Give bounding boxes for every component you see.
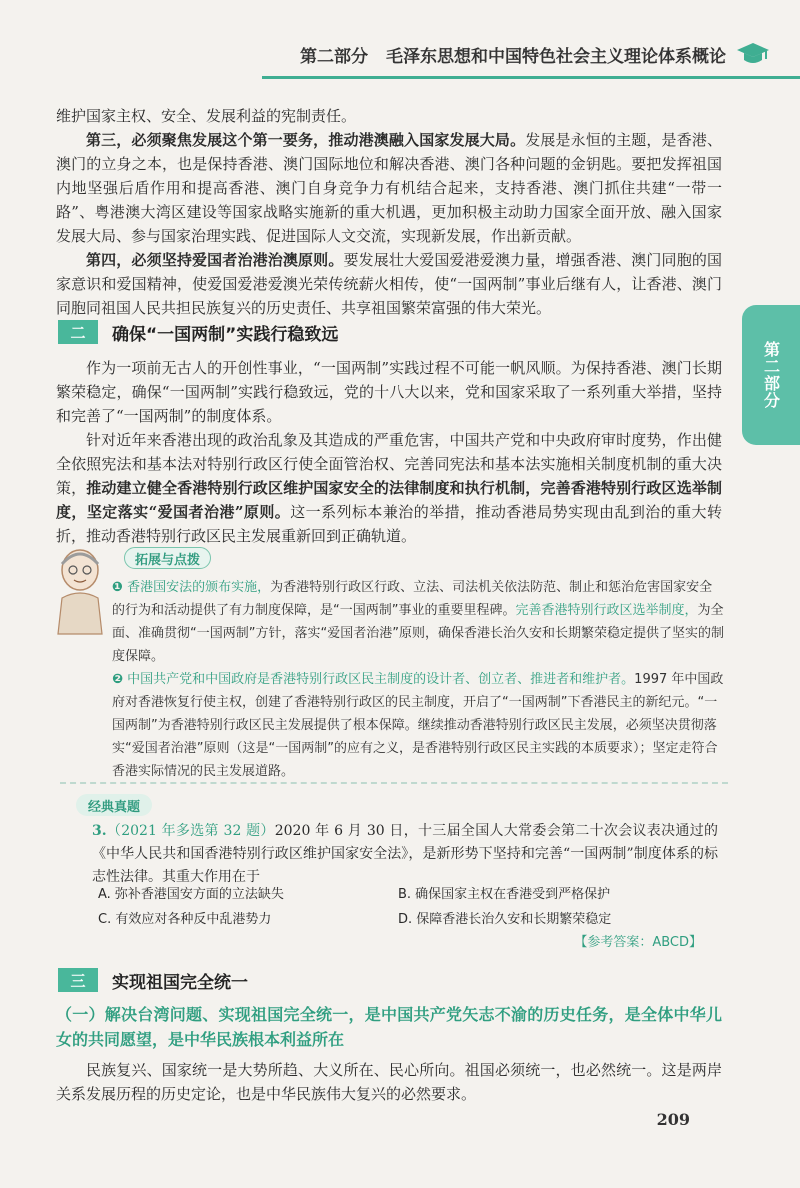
- point-four-body: 要发展壮大爱国爱港爱澳力量，增强香港、澳门同胞的国家意识和爱国精神，使爱国爱港爱澳光荣传统薪火相传，使“一国两制”事业后继有人，让香港、澳门同胞同祖国人民共担民族复兴的历史责任、共享祖国繁荣富强的伟大荣光。: [56, 251, 722, 317]
- section-two-p2-bold: 推动建立健全香港特别行政区维护国家安全的法律制度和执行机制，完善香港特别行政区选举制度，坚定落实“爱国者治港”原则。: [56, 479, 722, 521]
- section-three-text: [56, 1058, 722, 1106]
- running-head-title: 毛泽东思想和中国特色社会主义理论体系概论: [386, 46, 726, 67]
- section-two-p2-a: 针对近年来香港出现的政治乱象及其造成的严重危害，中国共产党和中央政府审时度势，作出健全依照宪法和基本法对特别行政区行使全面管治权、完善同宪法和基本法实施相关制度机制的重大决策，: [56, 431, 722, 497]
- section-two-number: 二: [58, 320, 98, 344]
- answer-options: [98, 882, 698, 932]
- extension-item-1-number: ❶: [112, 580, 124, 595]
- intro-paragraph-3: [56, 248, 722, 320]
- extension-item-1-lead-2: 完善香港特别行政区选举制度，: [515, 603, 698, 618]
- section-three-number: 三: [58, 968, 98, 992]
- point-three-body: 发展是永恒的主题，是香港、澳门的立身之本，也是保持香港、澳门国际地位和解决香港、澳门各种问题的金钥匙。要把发挥祖国内地坚强后盾作用和提高香港、澳门自身竞争力有机结合起来，支持香港、澳门抓住共建“一带一路”、粤港澳大湾区建设等国家战略实施新的重大机遇，更加积极主动助力国家全面开放、融入国家发展大局、参与国家治理实践、促进国际人文交流，实现新发展，作出新贡献。: [56, 131, 722, 245]
- reference-answer: 【参考答案：ABCD】: [574, 935, 702, 950]
- section-two-paragraph-1: 作为一项前无古人的开创性事业，“一国两制”实践过程不可能一帆风顺。为保持香港、澳门长期繁荣稳定，确保“一国两制”实践行稳致远，党的十八大以来，党和国家采取了一系列重大举措，坚持和完善了“一国两制”的制度体系。: [56, 359, 722, 425]
- point-four-heading: 第四，必须坚持爱国者治港治澳原则。: [86, 251, 344, 269]
- extension-item-1-text-2: 为全面、准确贯彻“一国两制”方针，落实“爱国者治港”原则，确保香港长治久安和长期繁荣稳定提供了坚实的制度保障。: [112, 603, 724, 664]
- extension-item-1-lead: 香港国安法的颁布实施，: [127, 580, 271, 595]
- point-three-heading: 第三，必须聚焦发展这个第一要务，推动港澳融入国家发展大局。: [86, 131, 526, 149]
- extension-box: [112, 576, 724, 783]
- teacher-avatar-icon: [52, 548, 108, 636]
- section-two-title: 确保“一国两制”实践行稳致远: [112, 324, 339, 345]
- section-three-paragraph-1: 民族复兴、国家统一是大势所趋、大义所在、民心所向。祖国必须统一，也必然统一。这是两岸关系发展历程的历史定论，也是中华民族伟大复兴的必然要求。: [56, 1061, 722, 1103]
- section-three-heading: [58, 966, 248, 994]
- exam-badge: 经典真题: [76, 794, 152, 816]
- section-two-heading: [58, 318, 338, 346]
- option-b[interactable]: B. 确保国家主权在香港受到严格保护: [398, 887, 611, 902]
- running-head-part: 第二部分: [300, 46, 368, 67]
- question-number: 3.: [92, 823, 107, 839]
- section-three-title: 实现祖国完全统一: [112, 972, 248, 993]
- section-two-text: [56, 356, 722, 548]
- intro-text: [56, 104, 722, 320]
- intro-paragraph-2: [56, 128, 722, 248]
- extension-item-2-number: ❷: [112, 672, 124, 687]
- extension-item-2-text: 1997 年中国政府对香港恢复行使主权，创建了香港特别行政区的民主制度，开启了“一国两制”下香港民主的新纪元。“一国两制”为香港特别行政区民主发展提供了根本保障。继续推动香港特别行政区民主发展，必须坚决贯彻落实“爱国者治港”原则（这是“一国两制”的应有之义，是香港特别行政区民主实践的本质要求）；坚定走符合香港实际情况的民主发展道路。: [112, 672, 724, 779]
- graduation-cap-icon: [736, 41, 770, 67]
- side-tab-part-two[interactable]: 第二部分: [742, 305, 800, 445]
- intro-paragraph-1: 维护国家主权、安全、发展利益的宪制责任。: [56, 107, 357, 125]
- section-three-subheading: （一）解决台湾问题、实现祖国完全统一，是中国共产党矢志不渝的历史任务，是全体中华儿女的共同愿望，是中华民族根本利益所在: [56, 1005, 722, 1049]
- extension-item-2: [112, 668, 724, 783]
- option-c[interactable]: C. 有效应对各种反中乱港势力: [98, 912, 272, 927]
- option-a[interactable]: A. 弥补香港国安方面的立法缺失: [98, 887, 284, 902]
- header-rule: [262, 76, 800, 79]
- section-two-paragraph-2: [56, 428, 722, 548]
- dashed-divider: [60, 782, 728, 784]
- question-source: （2021 年多选第 32 题）: [106, 823, 275, 839]
- page-number: 209: [656, 1110, 690, 1129]
- section-two-p2-b: 这一系列标本兼治的举措，推动香港局势实现由乱到治的重大转折，推动香港特别行政区民主发展重新回到正确轨道。: [56, 503, 722, 545]
- extension-badge: 拓展与点拨: [124, 547, 211, 569]
- extension-item-2-lead: 中国共产党和中国政府是香港特别行政区民主制度的设计者、创立者、推进者和维护者。: [127, 672, 635, 687]
- running-head: [262, 36, 770, 72]
- option-d[interactable]: D. 保障香港长治久安和长期繁荣稳定: [398, 912, 612, 927]
- question-stem: 2020 年 6 月 30 日，十三届全国人大常委会第二十次会议表决通过的《中华人民共和国香港特别行政区维护国家安全法》，是新形势下坚持和完善“一国两制”制度体系的标志性法律。其重大作用在于: [92, 823, 718, 885]
- extension-item-1: [112, 576, 724, 668]
- extension-item-1-text: 为香港特别行政区行政、立法、司法机关依法防范、制止和惩治危害国家安全的行为和活动提供了有力制度保障，是“一国两制”事业的重要里程碑。: [112, 580, 713, 618]
- exam-question: [92, 820, 718, 889]
